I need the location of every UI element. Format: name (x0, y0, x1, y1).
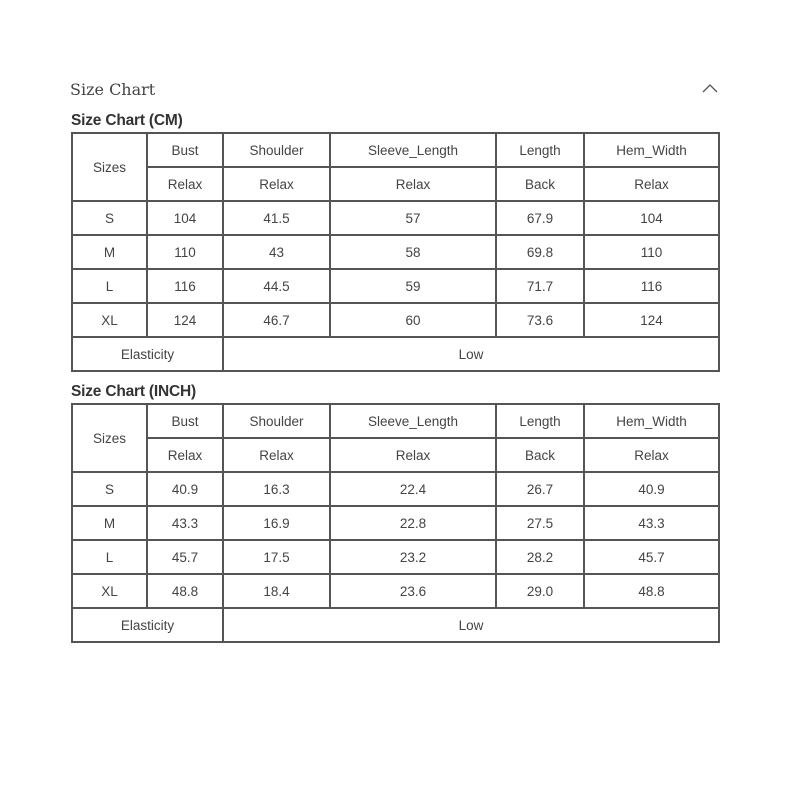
value-cell: 116 (147, 269, 223, 303)
elasticity-label: Elasticity (72, 337, 223, 371)
value-cell: 18.4 (223, 574, 330, 608)
value-cell: 104 (147, 201, 223, 235)
value-cell: 73.6 (496, 303, 584, 337)
fit-row (72, 167, 719, 201)
size-chart-inch-table (71, 403, 720, 643)
value-cell: 27.5 (496, 506, 584, 540)
table-row (72, 235, 719, 269)
size-chart-accordion-header[interactable] (70, 78, 720, 102)
value-cell: 104 (584, 201, 719, 235)
size-cell: XL (72, 574, 147, 608)
table-row (72, 540, 719, 574)
value-cell: 44.5 (223, 269, 330, 303)
fit-cell: Relax (147, 167, 223, 201)
value-cell: 116 (584, 269, 719, 303)
elasticity-value: Low (223, 337, 719, 371)
fit-cell: Relax (223, 438, 330, 472)
inch-table-title: Size Chart (INCH) (71, 383, 196, 400)
fit-cell: Relax (330, 438, 496, 472)
value-cell: 43.3 (584, 506, 719, 540)
value-cell: 40.9 (147, 472, 223, 506)
value-cell: 28.2 (496, 540, 584, 574)
column-header: Length (496, 133, 584, 167)
cm-table-title: Size Chart (CM) (71, 112, 183, 129)
column-header: Sleeve_Length (330, 133, 496, 167)
value-cell: 57 (330, 201, 496, 235)
value-cell: 41.5 (223, 201, 330, 235)
column-header: Hem_Width (584, 404, 719, 438)
value-cell: 110 (584, 235, 719, 269)
value-cell: 26.7 (496, 472, 584, 506)
accordion-title: Size Chart (70, 80, 156, 99)
elasticity-row (72, 608, 719, 642)
value-cell: 60 (330, 303, 496, 337)
column-header: Shoulder (223, 133, 330, 167)
table-row (72, 303, 719, 337)
header-row (72, 404, 719, 438)
column-header: Bust (147, 133, 223, 167)
column-header: Length (496, 404, 584, 438)
fit-cell: Relax (584, 438, 719, 472)
table-row (72, 201, 719, 235)
value-cell: 124 (584, 303, 719, 337)
fit-row (72, 438, 719, 472)
size-cell: S (72, 472, 147, 506)
elasticity-label: Elasticity (72, 608, 223, 642)
value-cell: 71.7 (496, 269, 584, 303)
value-cell: 45.7 (584, 540, 719, 574)
column-header: Shoulder (223, 404, 330, 438)
fit-cell: Relax (223, 167, 330, 201)
column-header: Hem_Width (584, 133, 719, 167)
table-row (72, 574, 719, 608)
size-cell: L (72, 269, 147, 303)
value-cell: 58 (330, 235, 496, 269)
value-cell: 124 (147, 303, 223, 337)
size-cell: XL (72, 303, 147, 337)
size-cell: M (72, 235, 147, 269)
value-cell: 17.5 (223, 540, 330, 574)
fit-cell: Relax (330, 167, 496, 201)
value-cell: 48.8 (147, 574, 223, 608)
sizes-header: Sizes (72, 404, 147, 472)
fit-cell: Relax (584, 167, 719, 201)
table-row (72, 506, 719, 540)
size-cell: M (72, 506, 147, 540)
size-chart-cm-table (71, 132, 720, 372)
value-cell: 110 (147, 235, 223, 269)
table-row (72, 269, 719, 303)
value-cell: 43.3 (147, 506, 223, 540)
sizes-header: Sizes (72, 133, 147, 201)
size-cell: L (72, 540, 147, 574)
value-cell: 45.7 (147, 540, 223, 574)
value-cell: 43 (223, 235, 330, 269)
column-header: Sleeve_Length (330, 404, 496, 438)
table-row (72, 472, 719, 506)
size-cell: S (72, 201, 147, 235)
value-cell: 22.8 (330, 506, 496, 540)
value-cell: 48.8 (584, 574, 719, 608)
value-cell: 16.9 (223, 506, 330, 540)
value-cell: 46.7 (223, 303, 330, 337)
elasticity-row (72, 337, 719, 371)
value-cell: 67.9 (496, 201, 584, 235)
chevron-up-icon[interactable] (702, 82, 718, 94)
fit-cell: Back (496, 438, 584, 472)
column-header: Bust (147, 404, 223, 438)
value-cell: 16.3 (223, 472, 330, 506)
elasticity-value: Low (223, 608, 719, 642)
value-cell: 29.0 (496, 574, 584, 608)
value-cell: 59 (330, 269, 496, 303)
value-cell: 23.2 (330, 540, 496, 574)
value-cell: 23.6 (330, 574, 496, 608)
fit-cell: Relax (147, 438, 223, 472)
fit-cell: Back (496, 167, 584, 201)
value-cell: 22.4 (330, 472, 496, 506)
value-cell: 69.8 (496, 235, 584, 269)
value-cell: 40.9 (584, 472, 719, 506)
header-row (72, 133, 719, 167)
